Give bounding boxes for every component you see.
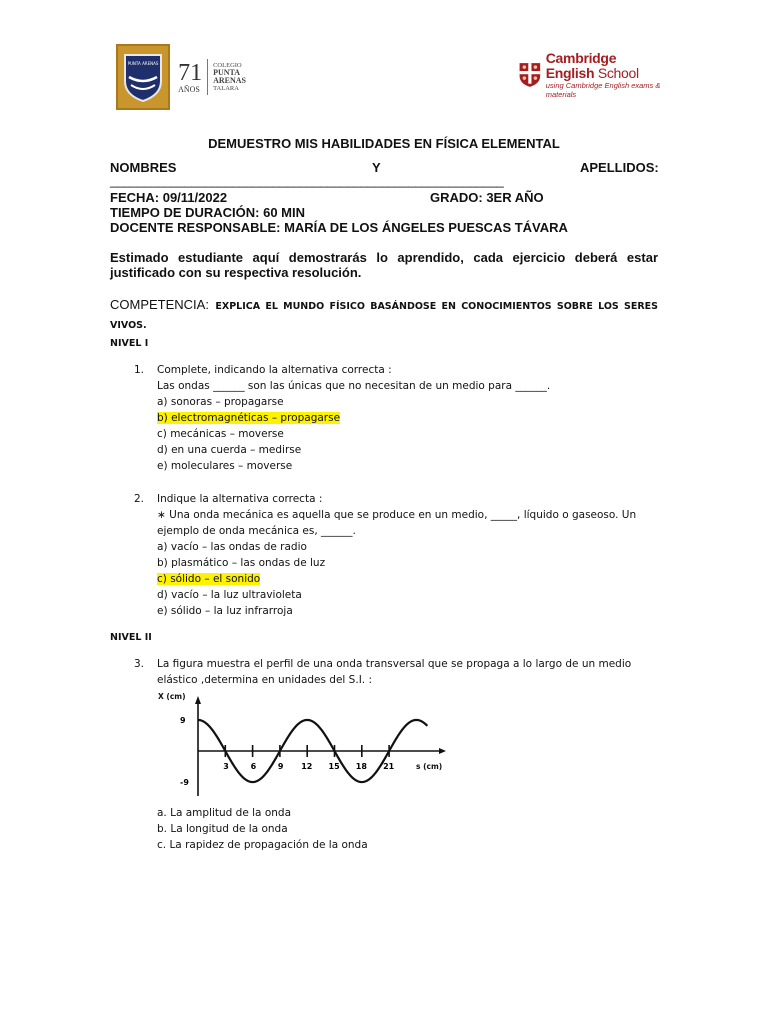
q2-option-e: e) sólido – la luz infrarroja bbox=[157, 605, 293, 617]
chart-x-axis-label: s (cm) bbox=[416, 762, 443, 771]
q1-statement: Las ondas ______ son las únicas que no necesitan de un medio para ______. bbox=[157, 380, 551, 392]
intro-text: Estimado estudiante aquí demostrarás lo aprendido, cada ejercicio deberá estar justificado con su respectiva resolución. bbox=[110, 250, 658, 280]
nivel-2-heading: NIVEL II bbox=[110, 632, 152, 643]
q2-option-d: d) vacío – la luz ultravioleta bbox=[157, 589, 302, 601]
q2-option-b: b) plasmático – las ondas de luz bbox=[157, 557, 326, 569]
page-title: DEMUESTRO MIS HABILIDADES EN FÍSICA ELEMENTAL bbox=[208, 136, 560, 151]
q3-number: 3. bbox=[134, 658, 145, 670]
y-tick-label: -9 bbox=[180, 778, 189, 788]
chart-y-arrow bbox=[195, 696, 201, 704]
fecha-label: FECHA: 09/11/2022 bbox=[110, 190, 228, 205]
q2-option-a: a) vacío – las ondas de radio bbox=[157, 541, 307, 553]
q3-line2: elástico ,determina en unidades del S.I. : bbox=[157, 674, 372, 686]
question-2 bbox=[157, 491, 677, 619]
q2-option-c: c) sólido – el sonido bbox=[157, 573, 261, 585]
q1-option-b: b) electromagnéticas – propagarse bbox=[157, 412, 341, 424]
docente-label: DOCENTE RESPONSABLE: MARÍA DE LOS ÁNGELES PUESCAS TÁVARA bbox=[110, 220, 568, 235]
competencia-label: COMPETENCIA: bbox=[110, 297, 209, 312]
q2-number: 2. bbox=[134, 493, 145, 505]
years-word: AÑOS bbox=[178, 84, 200, 94]
y-tick-label: 9 bbox=[180, 715, 186, 725]
nombres-label: NOMBRES bbox=[110, 160, 177, 175]
school-name: COLEGIO PUNTA ARENAS TALARA bbox=[213, 61, 246, 92]
grado-label: GRADO: 3ER AÑO bbox=[430, 190, 544, 205]
cambridge-crest-icon bbox=[518, 58, 542, 92]
competencia bbox=[110, 296, 658, 334]
chart-x-arrow bbox=[439, 748, 446, 754]
x-tick-label: 15 bbox=[328, 762, 340, 771]
cambridge-title: Cambridge English School bbox=[545, 50, 639, 81]
q3-subparts bbox=[157, 805, 657, 853]
y-label: Y bbox=[372, 160, 381, 175]
school-logo bbox=[116, 44, 246, 110]
q2-statement-line2: ejemplo de onda mecánica es, ______. bbox=[157, 525, 356, 537]
name-underline: __________________________________________________________ bbox=[110, 173, 504, 188]
question-3 bbox=[157, 656, 677, 688]
x-tick-label: 6 bbox=[250, 762, 257, 771]
chart-y-axis-label: X (cm) bbox=[158, 692, 186, 701]
q1-number: 1. bbox=[134, 364, 145, 376]
q3-subpart-a: a. La amplitud de la onda bbox=[157, 807, 291, 819]
q3-line1: La figura muestra el perfil de una onda transversal que se propaga a lo largo de un medio bbox=[157, 658, 632, 670]
x-tick-label: 21 bbox=[383, 762, 395, 771]
nivel-1-heading: NIVEL I bbox=[110, 338, 149, 349]
x-tick-label: 18 bbox=[355, 762, 367, 771]
q1-option-c: c) mecánicas – moverse bbox=[157, 428, 284, 440]
cambridge-subtitle: using Cambridge English exams & materials bbox=[545, 81, 661, 99]
q3-subpart-b: b. La longitud de la onda bbox=[157, 823, 288, 835]
q1-prompt: Complete, indicando la alternativa correcta : bbox=[157, 364, 392, 376]
q1-option-d: d) en una cuerda – medirse bbox=[157, 444, 302, 456]
x-tick-label: 3 bbox=[223, 762, 229, 771]
competencia-text: EXPLICA EL MUNDO FÍSICO BASÁNDOSE EN CONOCIMIENTOS SOBRE LOS SERES VIVOS. bbox=[110, 301, 658, 331]
q1-option-e: e) moleculares – moverse bbox=[157, 460, 293, 472]
tiempo-label: TIEMPO DE DURACIÓN: 60 MIN bbox=[110, 205, 306, 220]
q2-statement-line1: ∗ Una onda mecánica es aquella que se produce en un medio, _____, líquido o gaseoso. Un bbox=[157, 509, 637, 521]
school-shield-icon bbox=[116, 44, 170, 110]
wave-chart bbox=[150, 688, 460, 800]
q1-option-a: a) sonoras – propagarse bbox=[157, 396, 284, 408]
shield-text: PUNTA ARENAS bbox=[127, 61, 159, 66]
x-tick-label: 12 bbox=[301, 762, 313, 771]
years-number: 71 bbox=[178, 59, 203, 86]
q3-subpart-c: c. La rapidez de propagación de la onda bbox=[157, 839, 368, 851]
q2-prompt: Indique la alternativa correcta : bbox=[157, 493, 323, 505]
question-1 bbox=[157, 362, 667, 474]
cambridge-logo bbox=[518, 50, 678, 99]
apellidos-label: APELLIDOS: bbox=[580, 160, 659, 175]
x-tick-label: 9 bbox=[277, 762, 284, 771]
